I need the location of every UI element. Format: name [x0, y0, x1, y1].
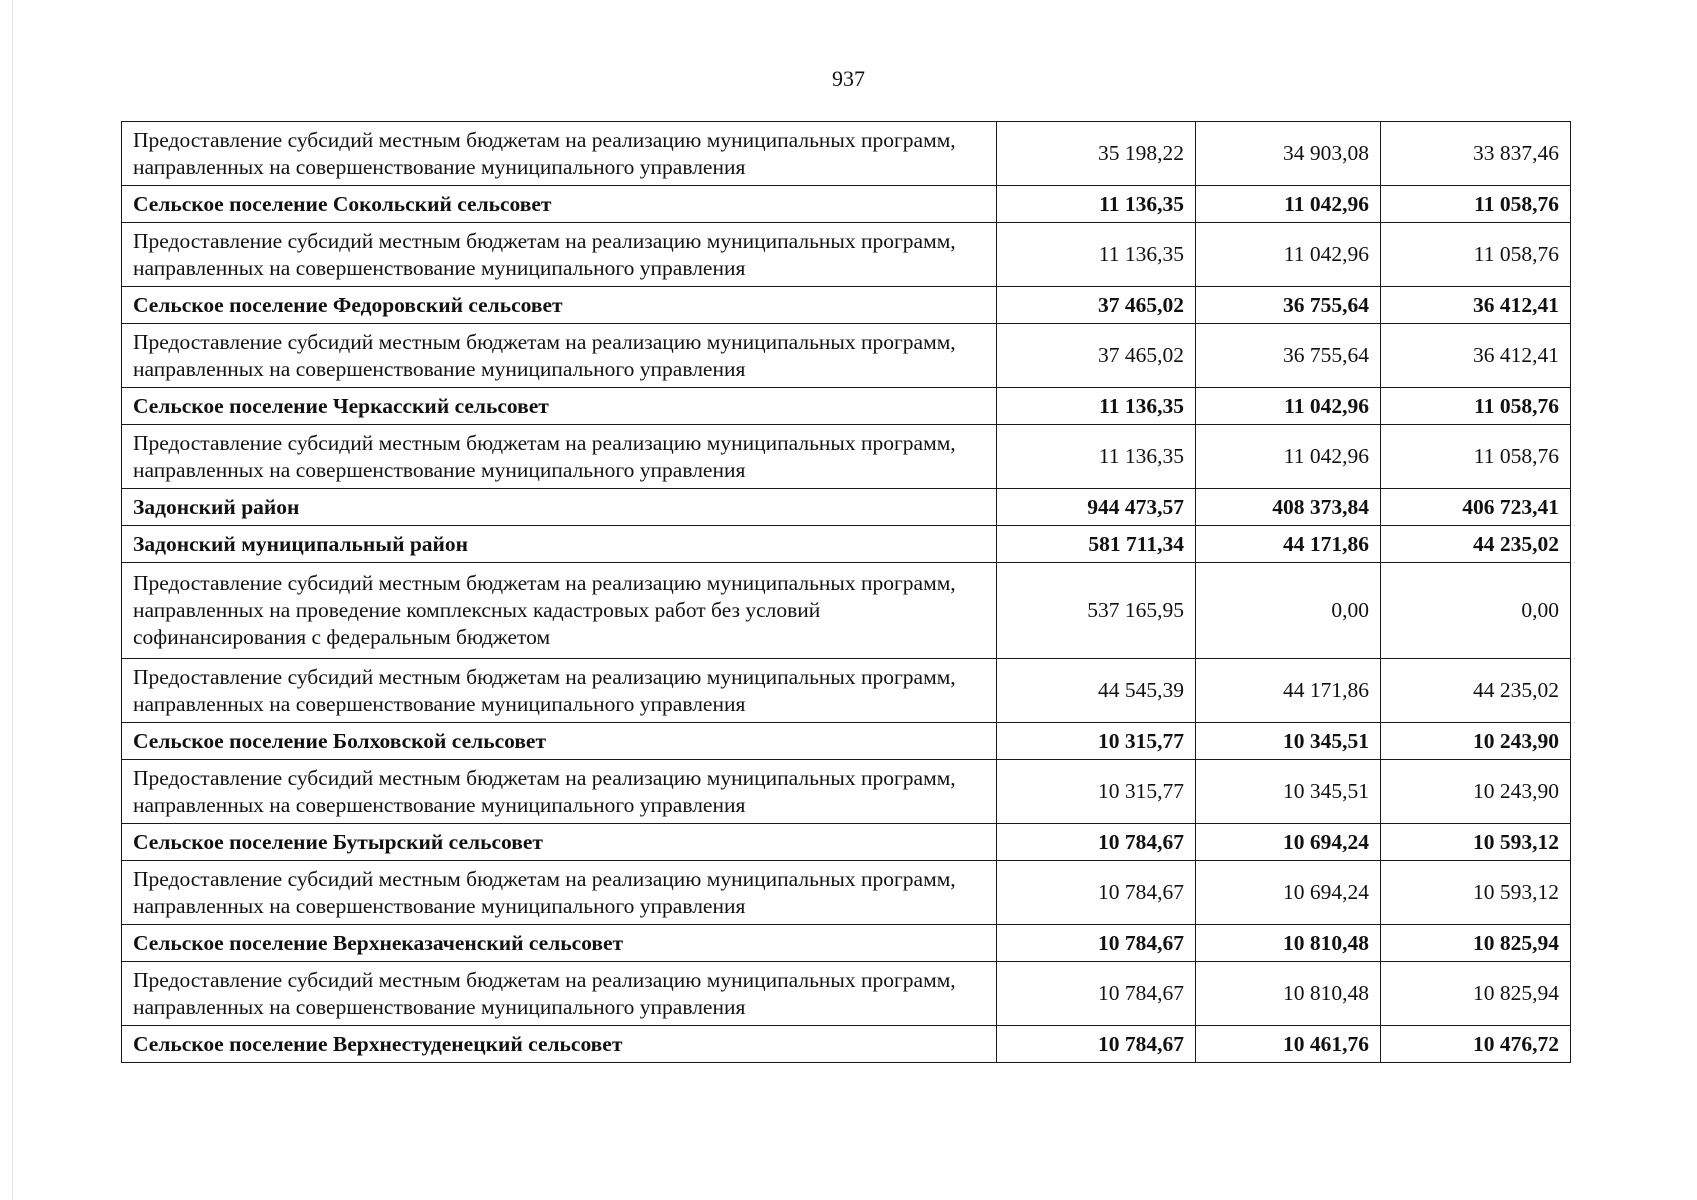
- row-value-3: 10 476,72: [1381, 1026, 1571, 1063]
- row-value-2: 11 042,96: [1196, 186, 1381, 223]
- table-row: [122, 962, 1571, 1026]
- row-value-3: 33 837,46: [1381, 122, 1571, 186]
- row-value-1: 10 784,67: [997, 925, 1196, 962]
- row-value-3: 11 058,76: [1381, 425, 1571, 489]
- row-name: Предоставление субсидий местным бюджетам на реализацию муниципальных программ, направленных на совершенствование муниципального управления: [122, 223, 997, 287]
- row-value-2: 408 373,84: [1196, 489, 1381, 526]
- table-row: [122, 489, 1571, 526]
- table-row: [122, 425, 1571, 489]
- row-value-2: 11 042,96: [1196, 388, 1381, 425]
- row-name: Сельское поселение Черкасский сельсовет: [122, 388, 997, 425]
- row-value-1: 10 784,67: [997, 824, 1196, 861]
- row-value-1: 37 465,02: [997, 324, 1196, 388]
- row-value-2: 34 903,08: [1196, 122, 1381, 186]
- row-value-3: 10 243,90: [1381, 723, 1571, 760]
- table-row: [122, 122, 1571, 186]
- row-value-1: 11 136,35: [997, 186, 1196, 223]
- row-value-3: 36 412,41: [1381, 324, 1571, 388]
- row-name: Задонский муниципальный район: [122, 526, 997, 563]
- row-value-2: 11 042,96: [1196, 223, 1381, 287]
- row-name: Предоставление субсидий местным бюджетам на реализацию муниципальных программ, направленных на совершенствование муниципального управления: [122, 324, 997, 388]
- row-value-3: 10 825,94: [1381, 962, 1571, 1026]
- row-name: Сельское поселение Сокольский сельсовет: [122, 186, 997, 223]
- row-value-1: 10 784,67: [997, 1026, 1196, 1063]
- table-row: [122, 723, 1571, 760]
- row-name: Предоставление субсидий местным бюджетам на реализацию муниципальных программ, направленных на проведение комплексных кадастровых работ без условий софинансирования с федеральным бюджетом: [122, 563, 997, 659]
- row-name: Предоставление субсидий местным бюджетам на реализацию муниципальных программ, направленных на совершенствование муниципального управления: [122, 760, 997, 824]
- table-row: [122, 824, 1571, 861]
- table-row: [122, 388, 1571, 425]
- row-value-1: 11 136,35: [997, 425, 1196, 489]
- row-value-3: 10 243,90: [1381, 760, 1571, 824]
- table-row: [122, 760, 1571, 824]
- table-row: [122, 659, 1571, 723]
- table-row: [122, 223, 1571, 287]
- row-value-3: 44 235,02: [1381, 659, 1571, 723]
- row-value-2: 10 345,51: [1196, 723, 1381, 760]
- row-value-2: 0,00: [1196, 563, 1381, 659]
- table-row: [122, 563, 1571, 659]
- row-value-3: 406 723,41: [1381, 489, 1571, 526]
- page-number: 937: [832, 66, 865, 91]
- row-value-1: 10 784,67: [997, 962, 1196, 1026]
- row-name: Сельское поселение Болховской сельсовет: [122, 723, 997, 760]
- table-row: [122, 186, 1571, 223]
- row-value-2: 11 042,96: [1196, 425, 1381, 489]
- row-value-1: 537 165,95: [997, 563, 1196, 659]
- row-name: Предоставление субсидий местным бюджетам на реализацию муниципальных программ, направленных на совершенствование муниципального управления: [122, 122, 997, 186]
- row-value-3: 0,00: [1381, 563, 1571, 659]
- row-name: Сельское поселение Верхнеказаченский сельсовет: [122, 925, 997, 962]
- row-value-2: 10 810,48: [1196, 925, 1381, 962]
- row-name: Предоставление субсидий местным бюджетам на реализацию муниципальных программ, направленных на совершенствование муниципального управления: [122, 861, 997, 925]
- row-value-3: 10 593,12: [1381, 861, 1571, 925]
- row-name: Сельское поселение Бутырский сельсовет: [122, 824, 997, 861]
- row-value-1: 10 315,77: [997, 723, 1196, 760]
- row-value-3: 10 825,94: [1381, 925, 1571, 962]
- row-value-3: 11 058,76: [1381, 186, 1571, 223]
- table-row: [122, 861, 1571, 925]
- row-value-2: 44 171,86: [1196, 526, 1381, 563]
- row-value-2: 10 345,51: [1196, 760, 1381, 824]
- row-value-1: 10 784,67: [997, 861, 1196, 925]
- row-value-2: 10 694,24: [1196, 824, 1381, 861]
- row-name: Сельское поселение Верхнестуденецкий сельсовет: [122, 1026, 997, 1063]
- row-name: Предоставление субсидий местным бюджетам на реализацию муниципальных программ, направленных на совершенствование муниципального управления: [122, 425, 997, 489]
- row-value-3: 11 058,76: [1381, 223, 1571, 287]
- row-value-1: 11 136,35: [997, 388, 1196, 425]
- row-value-3: 10 593,12: [1381, 824, 1571, 861]
- row-value-2: 10 461,76: [1196, 1026, 1381, 1063]
- budget-table: [121, 121, 1571, 1063]
- row-value-3: 36 412,41: [1381, 287, 1571, 324]
- row-value-1: 44 545,39: [997, 659, 1196, 723]
- row-value-3: 44 235,02: [1381, 526, 1571, 563]
- row-value-1: 581 711,34: [997, 526, 1196, 563]
- row-value-2: 44 171,86: [1196, 659, 1381, 723]
- row-name: Предоставление субсидий местным бюджетам на реализацию муниципальных программ, направленных на совершенствование муниципального управления: [122, 659, 997, 723]
- row-value-2: 10 694,24: [1196, 861, 1381, 925]
- table-row: [122, 324, 1571, 388]
- row-name: Задонский район: [122, 489, 997, 526]
- row-value-1: 37 465,02: [997, 287, 1196, 324]
- row-value-2: 36 755,64: [1196, 324, 1381, 388]
- row-name: Сельское поселение Федоровский сельсовет: [122, 287, 997, 324]
- row-value-1: 35 198,22: [997, 122, 1196, 186]
- row-value-2: 10 810,48: [1196, 962, 1381, 1026]
- table-row: [122, 1026, 1571, 1063]
- row-value-1: 10 315,77: [997, 760, 1196, 824]
- row-value-3: 11 058,76: [1381, 388, 1571, 425]
- table-row: [122, 526, 1571, 563]
- row-value-1: 11 136,35: [997, 223, 1196, 287]
- row-value-1: 944 473,57: [997, 489, 1196, 526]
- scan-edge-line: [12, 0, 13, 1200]
- table-row: [122, 287, 1571, 324]
- table-row: [122, 925, 1571, 962]
- row-name: Предоставление субсидий местным бюджетам на реализацию муниципальных программ, направленных на совершенствование муниципального управления: [122, 962, 997, 1026]
- row-value-2: 36 755,64: [1196, 287, 1381, 324]
